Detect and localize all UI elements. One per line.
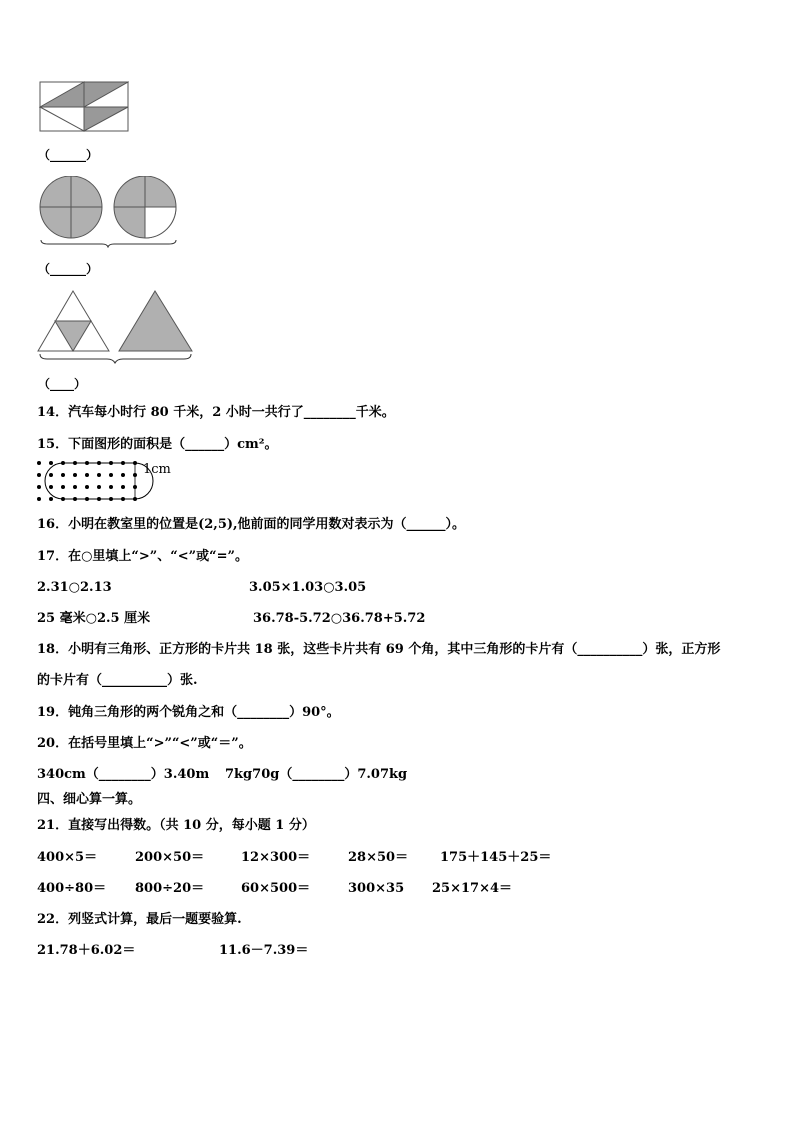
q21-r1-c3: 12×300＝ [241, 850, 311, 865]
section-4-title: 四、细心算一算。 [37, 792, 142, 807]
q21-r2-c1: 400÷80＝ [37, 881, 107, 896]
q17-item-4: 36.78-5.72○36.78+5.72 [253, 611, 426, 626]
question-20: 20．在括号里填上“>”“<”或“＝”。 [37, 736, 252, 751]
q22-item-1: 21.78＋6.02＝ [37, 943, 136, 958]
question-15: 15．下面图形的面积是（______）cm²。 [37, 437, 278, 452]
q20-item-1: 340cm（________）3.40m [37, 767, 210, 782]
q21-r1-c2: 200×50＝ [135, 850, 205, 865]
question-19: 19．钝角三角形的两个锐角之和（________）90°。 [37, 705, 340, 720]
question-22: 22．列竖式计算，最后一题要验算. [37, 912, 242, 927]
fraction-triangles-figure [37, 290, 195, 366]
question-18-line1: 18．小明有三角形、正方形的卡片共 18 张，这些卡片共有 69 个角，其中三角形的卡片有（__________）张，正方形 [37, 642, 721, 657]
question-16: 16．小明在教室里的位置是(2,5),他前面的同学用数对表示为（______）。 [37, 517, 466, 532]
q22-item-2: 11.6－7.39＝ [219, 943, 309, 958]
question-18-line2: 的卡片有（__________）张. [37, 673, 198, 688]
grid-unit-label: 1cm [143, 462, 171, 477]
q21-r2-c3: 60×500＝ [241, 881, 311, 896]
fig1-answer-blank[interactable]: （______） [38, 148, 99, 162]
q21-r1-c5: 175＋145＋25＝ [440, 850, 552, 865]
question-21: 21．直接写出得数。（共 10 分，每小题 1 分） [37, 818, 315, 833]
question-14: 14．汽车每小时行 80 千米，2 小时一共行了________千米。 [37, 405, 395, 420]
q17-item-3: 25 毫米○2.5 厘米 [37, 611, 151, 626]
fraction-circles-figure [36, 176, 181, 248]
q21-r2-c2: 800÷20＝ [135, 881, 205, 896]
q21-r2-c4: 300×35 [348, 881, 405, 896]
fig3-answer-blank[interactable]: （____） [38, 377, 87, 391]
dot-grid-figure [35, 459, 155, 504]
q20-item-2: 7kg70g（________）7.07kg [225, 767, 408, 782]
q17-item-1: 2.31○2.13 [37, 580, 112, 595]
q21-r2-c5: 25×17×4＝ [432, 881, 513, 896]
question-17: 17．在○里填上“>”、“<”或“=”。 [37, 549, 248, 564]
q17-item-2: 3.05×1.03○3.05 [249, 580, 367, 595]
q21-r1-c4: 28×50＝ [348, 850, 409, 865]
q21-r1-c1: 400×5＝ [37, 850, 98, 865]
fraction-rectangle-figure [39, 81, 129, 133]
fig2-answer-blank[interactable]: （______） [38, 262, 99, 276]
